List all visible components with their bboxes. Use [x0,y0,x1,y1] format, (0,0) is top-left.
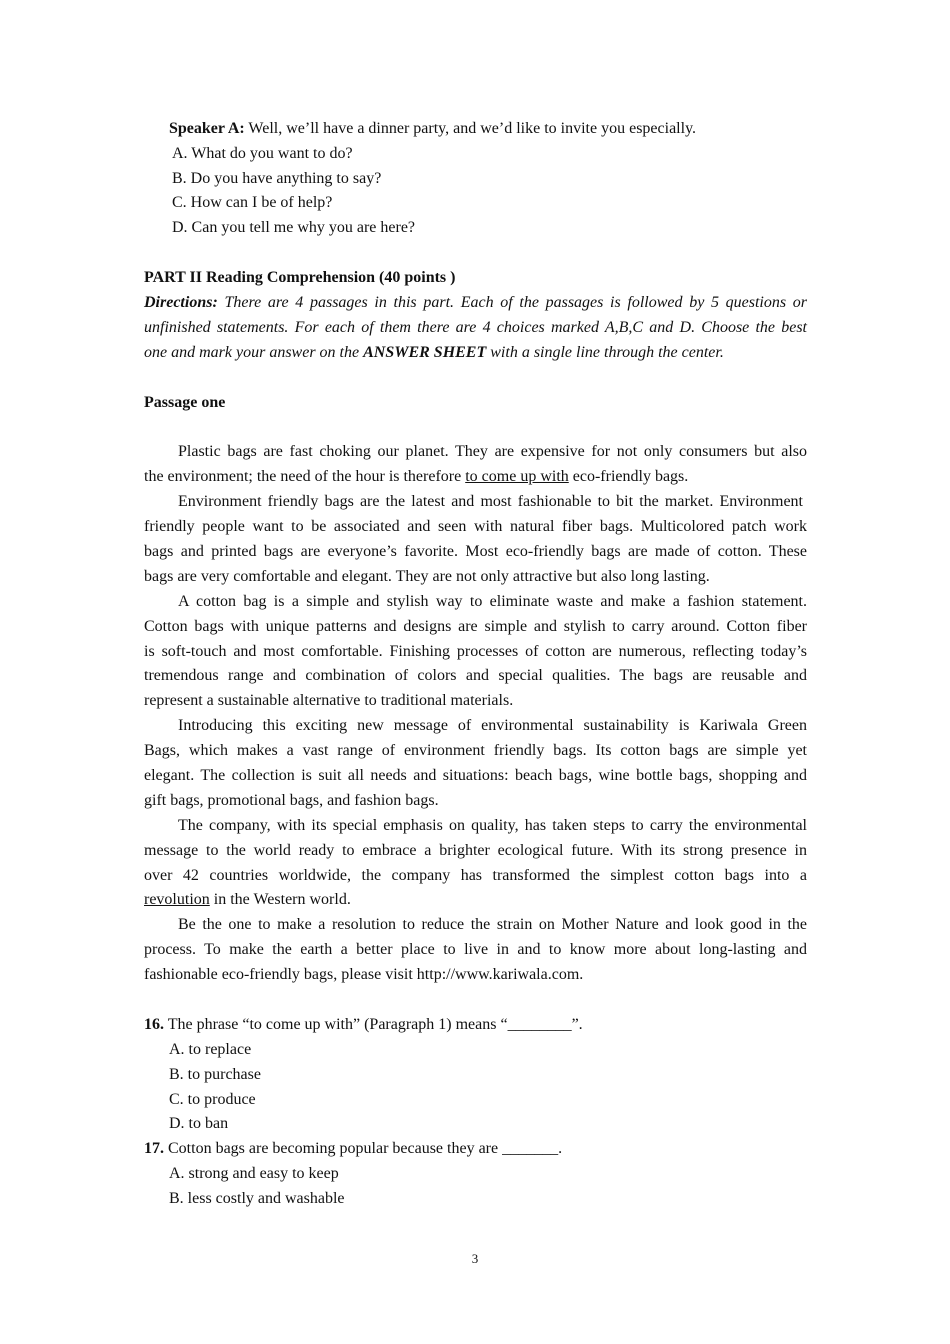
passage-title: Passage one [144,394,226,411]
p1-line-2-a: the environment; the need of the hour is therefore [144,468,466,485]
directions-text-3c: with a single line through the center. [486,344,724,361]
directions-line-3 [144,343,724,363]
p4-line-4: gift bags, promotional bags, and fashion bags. [144,792,439,809]
question-17-stem: Cotton bags are becoming popular because they are _______. [164,1140,563,1157]
directions-text-1: There are 4 passages in this part. Each of the passages is followed by 5 questions or [217,294,807,311]
p2-line-4: bags are very comfortable and elegant. They are not only attractive but also long lasting. [144,568,710,585]
dialogue-speaker-line [169,119,696,139]
p3-line-2: Cotton bags with unique patterns and designs are simple and stylish to carry around. Cotton fiber [144,618,807,635]
page-number: 3 [471,1251,479,1266]
directions-line-2: unfinished statements. For each of them there are 4 choices marked A,B,C and D. Choose the best [144,319,807,336]
p2-line-2: friendly people want to be associated and seen with natural fiber bags. Multicolored patch work [144,518,807,535]
dialogue-option-d: D. Can you tell me why you are here? [172,219,416,236]
speaker-label: Speaker A: [169,120,245,137]
p6-line-1: Be the one to make a resolution to reduce the strain on Mother Nature and look good in the [178,916,807,933]
dialogue-option-c: C. How can I be of help? [172,194,333,211]
p3-line-5: represent a sustainable alternative to traditional materials. [144,692,514,709]
p1-underlined-phrase: to come up with [465,468,569,485]
q17-option-a: A. strong and easy to keep [169,1165,339,1182]
directions-text-3a: one and mark your answer on the [144,344,364,361]
p3-line-4: tremendous range and combination of colors and special qualities. The bags are reusable and [144,667,807,684]
q16-option-b: B. to purchase [169,1066,261,1083]
question-16 [144,1015,583,1035]
q17-option-b: B. less costly and washable [169,1190,345,1207]
question-16-stem: The phrase “to come up with” (Paragraph 1) means “________”. [164,1016,583,1033]
p5-line-3: over 42 countries worldwide, the company has transformed the simplest cotton bags into a [144,867,807,884]
p4-line-3: elegant. The collection is suit all needs and situations: beach bags, wine bottle bags, shopping and [144,767,807,784]
p5-underlined-word: revolution [144,891,210,908]
directions-label: Directions: [144,294,218,311]
q16-option-d: D. to ban [169,1115,229,1132]
p5-line-4-b: in the Western world. [209,891,351,908]
p6-line-2: process. To make the earth a better place to live in and to know more about long-lasting and [144,941,807,958]
p3-line-3: is soft-touch and most comfortable. Finishing processes of cotton are numerous, reflecting today’s [144,643,807,660]
p1-line-2-c: eco-friendly bags. [568,468,689,485]
question-16-number: 16. [144,1016,164,1033]
p6-line-3: fashionable eco-friendly bags, please visit http://www.kariwala.com. [144,966,584,983]
p1-line-2 [144,467,688,487]
p5-line-2: message to the world ready to embrace a brighter ecological future. With its strong presence in [144,842,807,859]
question-17-number: 17. [144,1140,164,1157]
p4-line-1: Introducing this exciting new message of environmental sustainability is Kariwala Green [178,717,807,734]
question-17 [144,1139,562,1159]
p4-line-2: Bags, which makes a vast range of environment friendly bags. Its cotton bags are simple yet [144,742,807,759]
p5-line-4 [144,890,351,910]
answer-sheet-label: ANSWER SHEET [363,344,487,361]
part2-heading: PART II Reading Comprehension (40 points ) [144,269,456,286]
p2-line-3: bags and printed bags are everyone’s favorite. Most eco-friendly bags are made of cotton. These [144,543,807,560]
p3-line-1: A cotton bag is a simple and stylish way to eliminate waste and make a fashion statement. [178,593,807,610]
q16-option-a: A. to replace [169,1041,252,1058]
dialogue-option-a: A. What do you want to do? [172,145,353,162]
p1-line-1: Plastic bags are fast choking our planet. They are expensive for not only consumers but also [178,443,807,460]
speaker-text: Well, we’ll have a dinner party, and we’d like to invite you especially. [244,120,697,137]
p5-line-1: The company, with its special emphasis on quality, has taken steps to carry the environmental [178,817,807,834]
p2-line-1: Environment friendly bags are the latest and most fashionable to bit the market. Environment [178,493,803,510]
dialogue-option-b: B. Do you have anything to say? [172,170,382,187]
directions-line-1 [144,293,807,313]
q16-option-c: C. to produce [169,1091,256,1108]
